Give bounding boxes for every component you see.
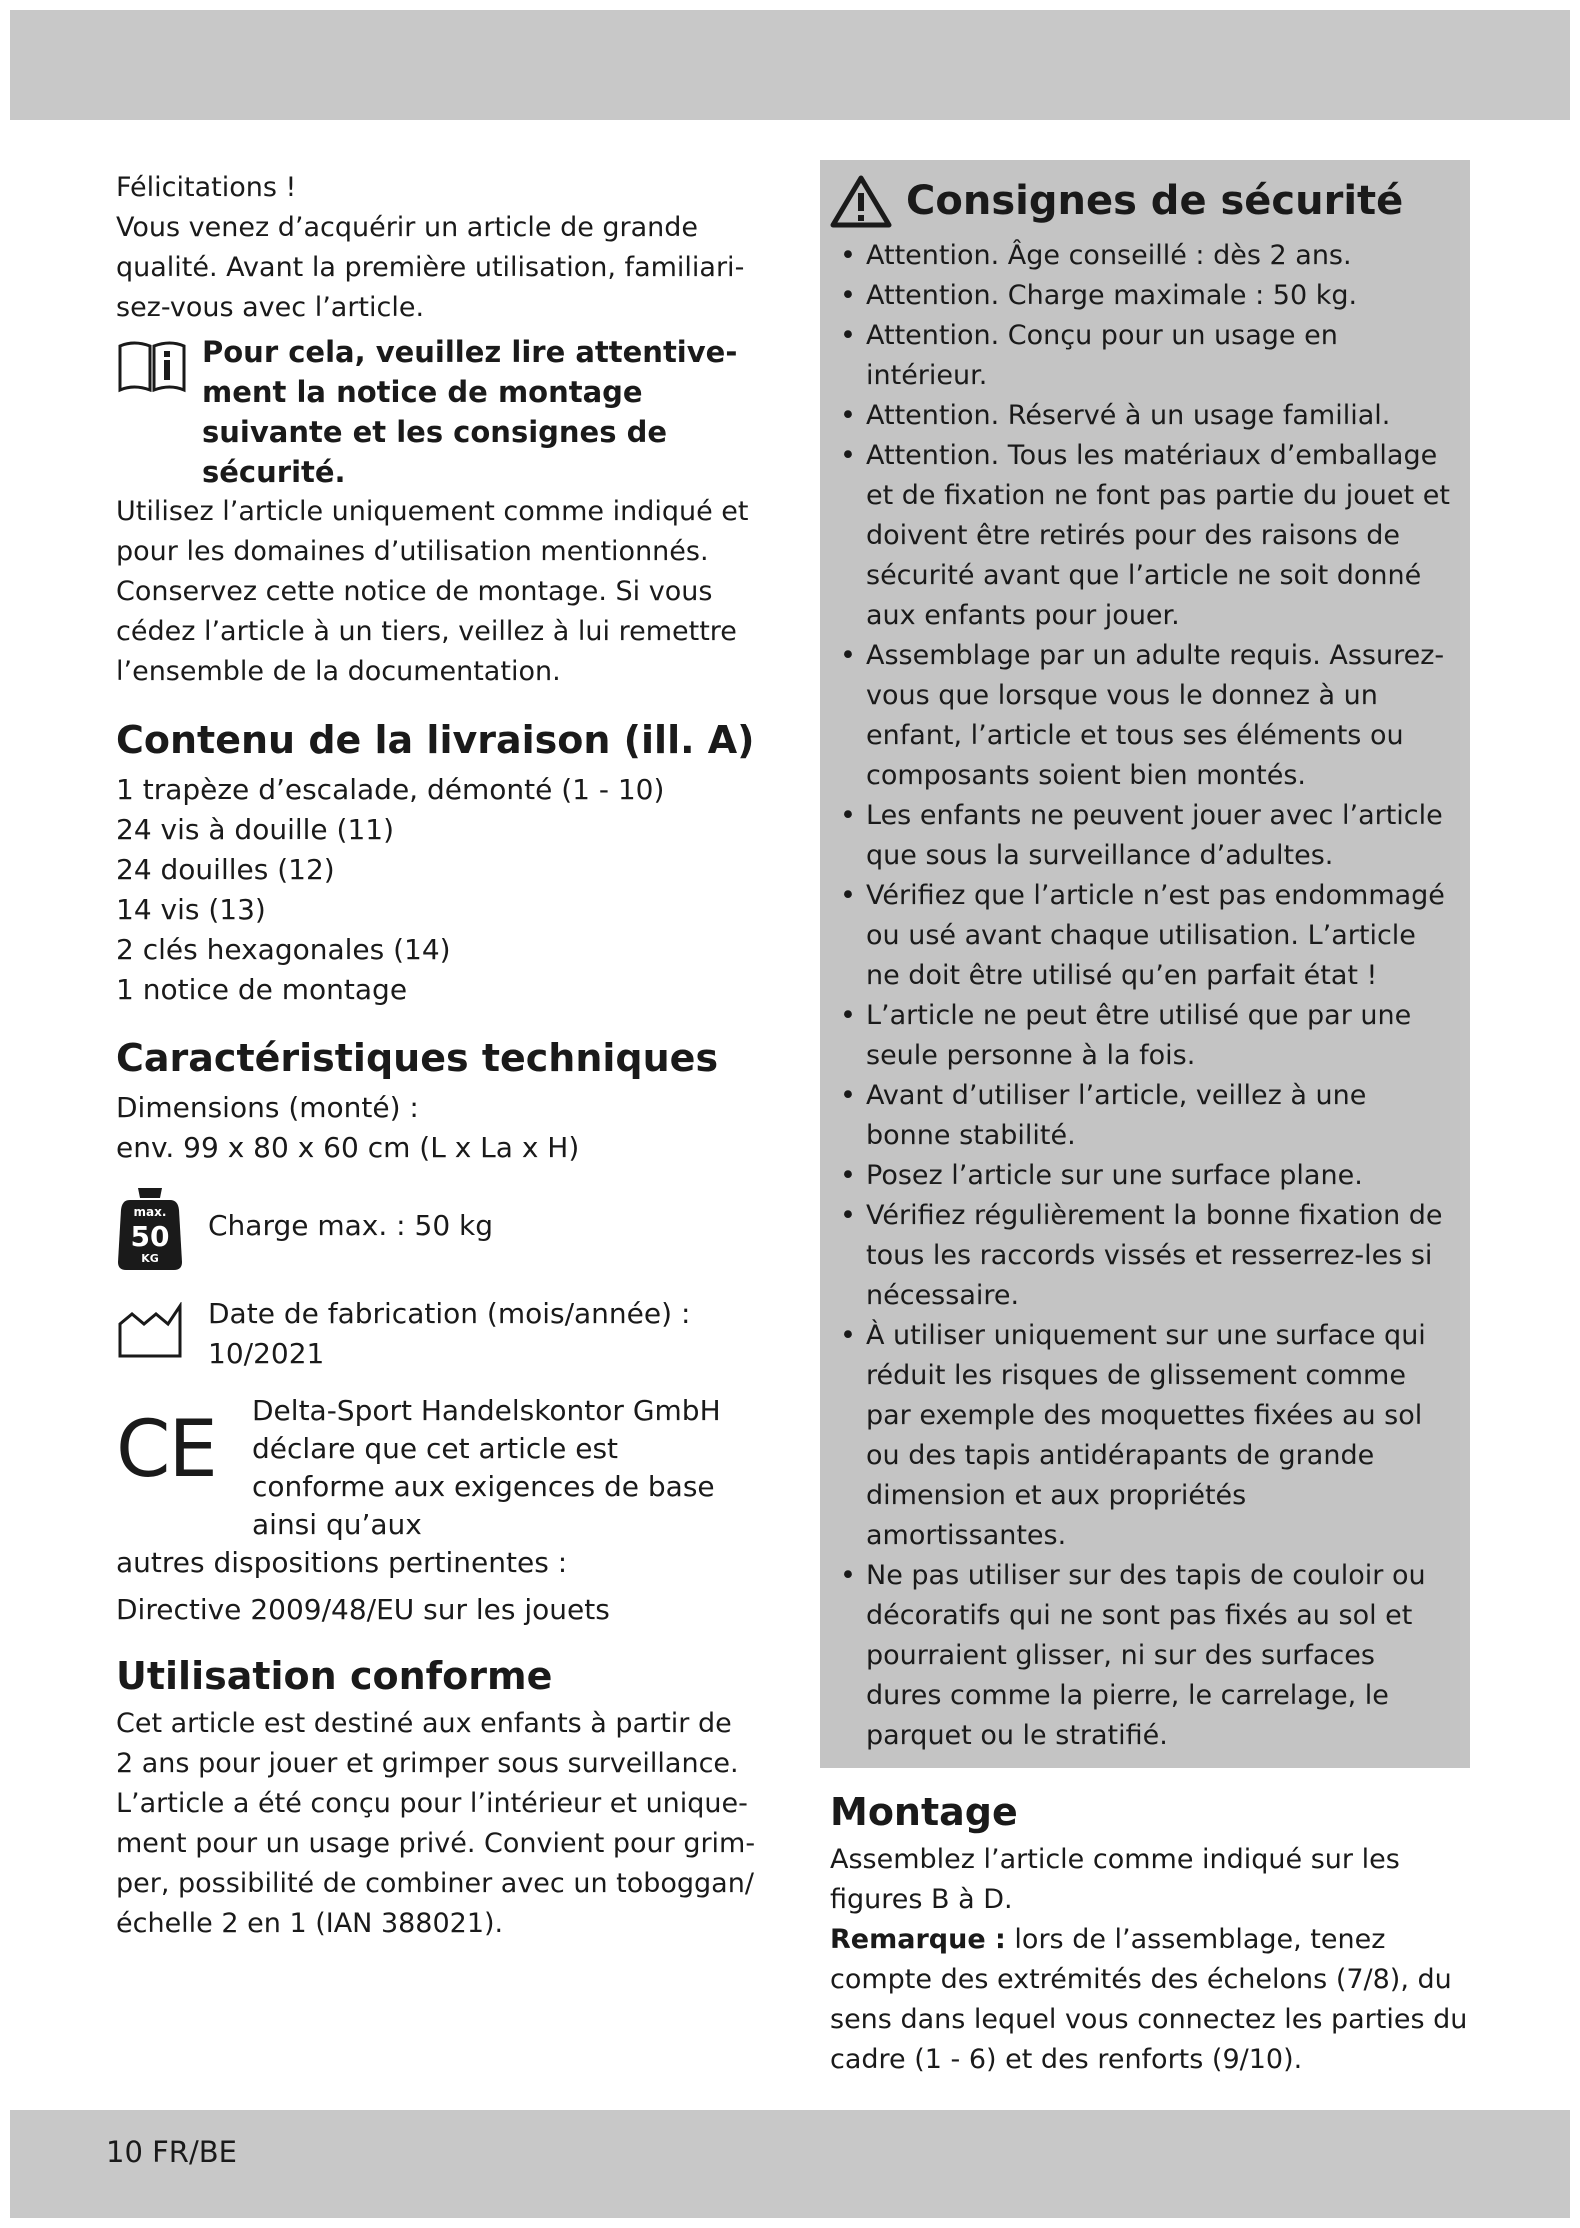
list-item: 1 notice de montage [116, 973, 408, 1006]
weight-icon-unit: KG [141, 1252, 159, 1265]
list-item: • Vérifiez régulièrement la bonne fixation de tous les raccords vissés et resserrez-les si nécessaire. [830, 1196, 1454, 1316]
assembly-title: Montage [830, 1790, 1018, 1834]
weight-icon [116, 1182, 184, 1274]
list-item: • Vérifiez que l’article n’est pas endommagé ou usé avant chaque utilisation. L’article ne doit être utilisé qu’en parfait état ! [830, 876, 1454, 996]
assembly-text: Assemblez l’article comme indiqué sur les figures B à D. [830, 1844, 1400, 1915]
specs-title: Caractéristiques techniques [116, 1036, 719, 1080]
directive-text: Directive 2009/48/EU sur les jouets [116, 1593, 610, 1626]
list-item: • Assemblage par un adulte requis. Assurez-vous que lorsque vous le donnez à un enfant, l’article et tous ses éléments ou composants soient bien montés. [830, 636, 1454, 796]
left-column [116, 168, 756, 1944]
safety-box [820, 160, 1470, 1768]
assembly-remark [820, 1920, 1470, 2080]
dimensions-value: env. 99 x 80 x 60 cm (L x La x H) [116, 1131, 580, 1164]
footer-bar [10, 2110, 1570, 2218]
list-item: • L’article ne peut être utilisé que par une seule personne à la fois. [830, 996, 1454, 1076]
delivery-title: Contenu de la livraison (ill. A) [116, 718, 755, 762]
list-item: • Attention. Âge conseillé : dès 2 ans. [830, 236, 1454, 276]
factory-icon [116, 1302, 186, 1360]
safety-list [830, 236, 1454, 1756]
weight-icon-value: 50 [130, 1220, 170, 1253]
ce-text-continued: autres dispositions pertinentes : [116, 1546, 568, 1579]
list-item: 24 douilles (12) [116, 853, 335, 886]
greeting: Félicitations ! [116, 172, 297, 203]
ce-text: Delta-Sport Handelskontor GmbH déclare que cet article est conforme aux exigences de base ainsi qu’aux [252, 1394, 721, 1541]
list-item: • Posez l’article sur une surface plane. [830, 1156, 1454, 1196]
list-item: 24 vis à douille (11) [116, 813, 395, 846]
list-item: 1 trapèze d’escalade, démonté (1 - 10) [116, 773, 665, 806]
list-item: • Avant d’utiliser l’article, veillez à une bonne stabilité. [830, 1076, 1454, 1156]
header-bar [10, 10, 1570, 120]
safety-header [830, 174, 1454, 228]
usage-text: Utilisez l’article uniquement comme indiqué et pour les domaines d’utilisation mentionnés. Conservez cette notice de montage. Si vous cédez l’article à un tiers, veillez à lui remettre l’ensemble de la documentation. [116, 496, 749, 687]
list-item: • Attention. Charge maximale : 50 kg. [830, 276, 1454, 316]
page-number: 10 FR/BE [106, 2135, 237, 2169]
manufacture-row [116, 1292, 756, 1378]
ce-declaration [116, 1392, 756, 1544]
list-item: • À utiliser uniquement sur une surface qui réduit les risques de glissement comme par exemple des moquettes fixées au sol ou des tapis antidérapants de grande dimension et aux propriétés amortissantes. [830, 1316, 1454, 1556]
max-load-row [116, 1182, 756, 1278]
read-manual-notice [116, 332, 756, 492]
weight-icon-top: max. [133, 1205, 167, 1219]
delivery-list [116, 770, 756, 1010]
list-item: 14 vis (13) [116, 893, 266, 926]
manufacture-label: Date de fabrication (mois/année) : [208, 1297, 691, 1330]
list-item: • Ne pas utiliser sur des tapis de couloir ou décoratifs qui ne sont pas fixés au sol et pourraient glisser, ni sur des surfaces dures comme la pierre, le carrelage, le parquet ou le stratifié. [830, 1556, 1454, 1756]
intro-text: Vous venez d’acquérir un article de grande qualité. Avant la première utilisation, familiarisez-vous avec l’article. [116, 212, 745, 323]
right-column [820, 160, 1470, 2080]
list-item: • Attention. Réservé à un usage familial. [830, 396, 1454, 436]
list-item: • Attention. Tous les matériaux d’emballage et de fixation ne font pas partie du jouet et doivent être retirés pour des raisons de sécurité avant que l’article ne soit donné aux enfants pour jouer. [830, 436, 1454, 636]
safety-title: Consignes de sécurité [906, 178, 1404, 224]
manufacture-value: 10/2021 [208, 1337, 325, 1370]
list-item: • Attention. Conçu pour un usage en intérieur. [830, 316, 1454, 396]
list-item: 2 clés hexagonales (14) [116, 933, 451, 966]
intended-use-text: Cet article est destiné aux enfants à partir de 2 ans pour jouer et grimper sous surveillance. L’article a été conçu pour l’intérieur et uniquement pour un usage privé. Convient pour grimper, possibilité de combiner avec un toboggan/ échelle 2 en 1 (IAN 388021). [116, 1708, 756, 1939]
remark-label: Remarque : [830, 1924, 1006, 1955]
remark-text: lors de l’assemblage, tenez compte des extrémités des échelons (7/8), du sens dans lequel vous connectez les parties du cadre (1 - 6) et des renforts (9/10). [830, 1924, 1468, 2075]
notice-text: Pour cela, veuillez lire attentivement la notice de montage suivante et les consignes de sécurité. [202, 335, 738, 489]
intended-use-title: Utilisation conforme [116, 1654, 553, 1698]
max-load-text: Charge max. : 50 kg [208, 1209, 494, 1242]
ce-mark-icon: CE [116, 1405, 216, 1495]
read-manual-icon [116, 336, 188, 394]
list-item: • Les enfants ne peuvent jouer avec l’article que sous la surveillance d’adultes. [830, 796, 1454, 876]
dimensions-label: Dimensions (monté) : [116, 1091, 419, 1124]
warning-icon [830, 174, 892, 228]
